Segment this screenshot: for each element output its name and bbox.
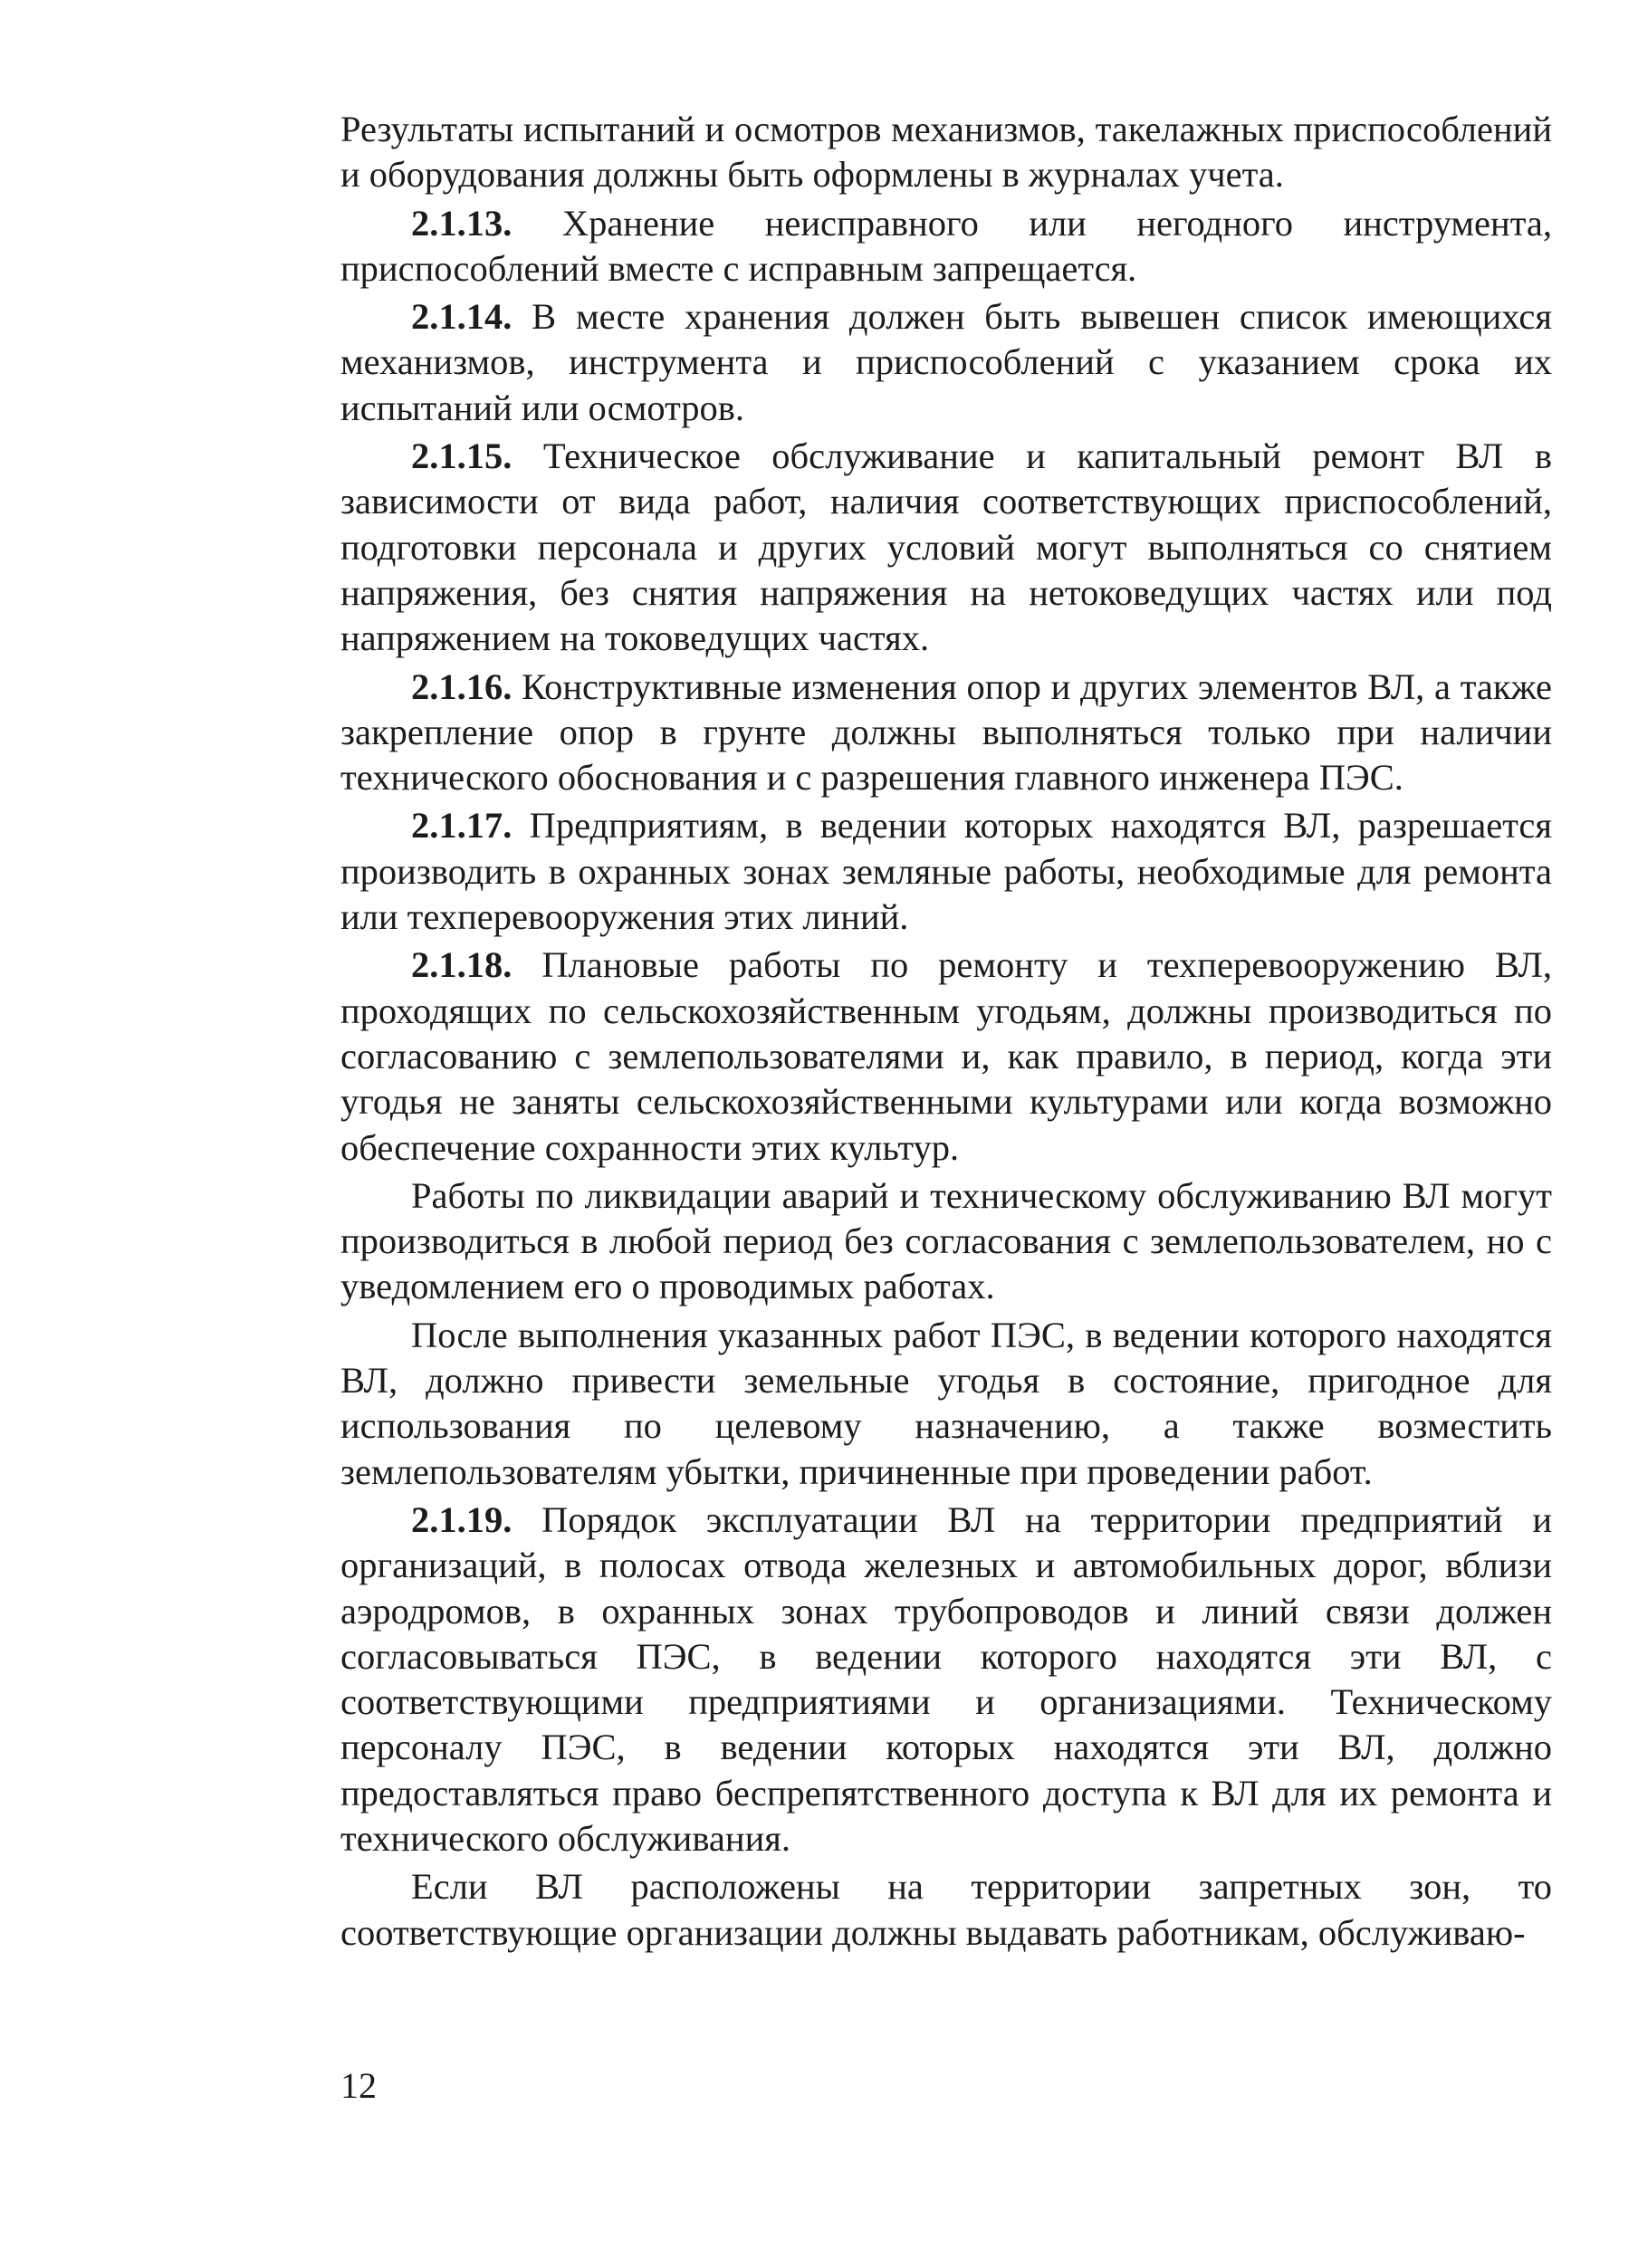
paragraph-text: Техническое обслуживание и капитальный ремонт ВЛ в зависимости от вида работ, наличия соответствующих приспособлений, подготовки персонала и других условий могут выполняться со снятием напряжения, без снятия напряжения на нетоковедущих частях или под напряжением на токоведущих частях. xyxy=(340,435,1552,659)
paragraph xyxy=(340,1173,1552,1310)
paragraph-text: Порядок эксплуатации ВЛ на территории предприятий и организаций, в полосах отвода железных и автомобильных дорог, вблизи аэродромов, в охранных зонах трубопроводов и линий связи должен согласовываться ПЭС, в ведении которого находятся эти ВЛ, с соответствующими предприятиями и организациями. Техническому персоналу ПЭС, в ведении которых находятся эти ВЛ, должно предоставляться право беспрепятственного доступа к ВЛ для их ремонта и технического обслуживания. xyxy=(340,1498,1552,1859)
paragraph xyxy=(340,1864,1552,1956)
paragraph-text: После выполнения указанных работ ПЭС, в ведении которого находятся ВЛ, должно привести земельные угодья в состояние, пригодное для использования по целевому назначению, а также возместить землепользователям убытки, причиненные при проведении работ. xyxy=(340,1314,1552,1492)
page-number: 12 xyxy=(340,2065,377,2106)
body-text xyxy=(340,107,1552,1958)
paragraph xyxy=(340,803,1552,940)
paragraph xyxy=(340,943,1552,1170)
paragraph-text: В месте хранения должен быть вывешен список имеющихся механизмов, инструмента и приспособлений с указанием срока их испытаний или осмотров. xyxy=(340,296,1552,428)
paragraph xyxy=(340,1313,1552,1495)
clause-number: 2.1.18. xyxy=(411,944,512,986)
clause-number: 2.1.16. xyxy=(411,665,512,707)
clause-number: 2.1.14. xyxy=(411,296,512,338)
paragraph-text: Предприятиям, в ведении которых находятся ВЛ, разрешается производить в охранных зонах земляные работы, необходимые для ремонта или техперевооружения этих линий. xyxy=(340,805,1552,938)
paragraph xyxy=(340,434,1552,661)
paragraph xyxy=(340,1498,1552,1861)
paragraph xyxy=(340,294,1552,431)
clause-number: 2.1.17. xyxy=(411,805,512,847)
paragraph-text: Если ВЛ расположены на территории запретных зон, то соответствующие организации должны выдавать работникам, обслуживаю- xyxy=(340,1866,1552,1953)
paragraph-text: Плановые работы по ремонту и техперевооружению ВЛ, проходящих по сельскохозяйственным угодьям, должны производиться по согласованию с землепользователями и, как правило, в период, когда эти угодья не заняты сельскохозяйственными культурами или когда возможно обеспечение сохранности этих культур. xyxy=(340,944,1552,1168)
paragraph-text: Работы по ликвидации аварий и техническому обслуживанию ВЛ могут производиться в любой период без согласования с землепользователем, но с уведомлением его о проводимых работах. xyxy=(340,1174,1552,1307)
paragraph-text: Конструктивные изменения опор и других элементов ВЛ, а также закрепление опор в грунте должны выполняться только при наличии технического обоснования и с разрешения главного инженера ПЭС. xyxy=(340,665,1552,799)
paragraph-text: Результаты испытаний и осмотров механизмов, такелажных приспособлений и оборудования должны быть оформлены в журналах учета. xyxy=(340,109,1552,196)
clause-number: 2.1.15. xyxy=(411,435,512,477)
paragraph xyxy=(340,107,1552,198)
paragraph xyxy=(340,201,1552,292)
clause-number: 2.1.19. xyxy=(411,1498,512,1540)
paragraph xyxy=(340,665,1552,801)
paragraph-text: Хранение неисправного или негодного инструмента, приспособлений вместе с исправным запрещается. xyxy=(340,202,1552,289)
clause-number: 2.1.13. xyxy=(411,202,512,244)
